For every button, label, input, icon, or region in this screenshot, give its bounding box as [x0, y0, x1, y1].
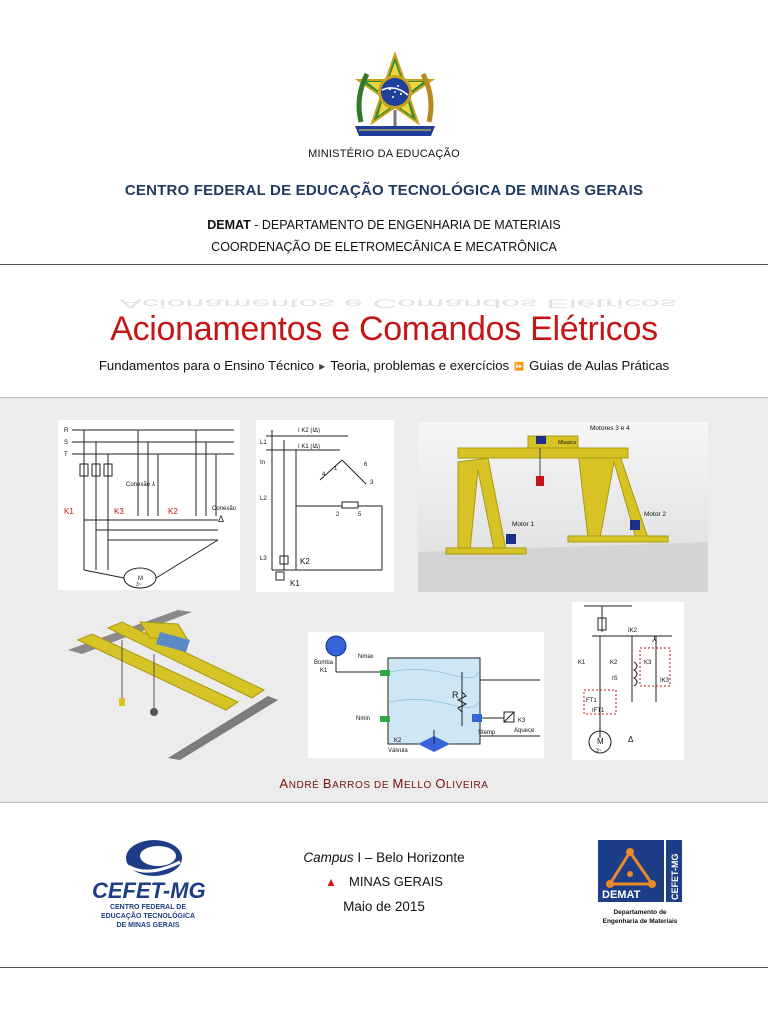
star-delta-circuit: [58, 420, 240, 590]
resistor-label: R: [452, 690, 459, 700]
crane-brand-label: Mbasics: [558, 440, 577, 446]
triangle-icon: ▲: [325, 875, 337, 889]
department-name: - DEPARTAMENTO DE ENGENHARIA DE MATERIAIS: [250, 218, 561, 232]
demat-logo: [596, 838, 696, 930]
department-abbrev: DEMAT: [207, 218, 251, 232]
author-initial-m: M: [392, 776, 404, 791]
gantry-crane-render: [418, 422, 708, 592]
author-initial-b: B: [322, 776, 333, 791]
is-label: IS: [612, 676, 618, 682]
author-initial-a: A: [279, 776, 289, 791]
author-name: [0, 776, 768, 791]
publication-date: Maio de 2015: [343, 899, 425, 914]
ik3-label: IK3: [660, 678, 670, 684]
in-label: In: [260, 460, 266, 466]
l3-label: L3: [260, 556, 267, 562]
ft1-label: FT1: [586, 698, 597, 704]
k2-label: K2: [300, 557, 310, 566]
control-schematic: [572, 602, 684, 760]
subtitle-part-1: Fundamentos para o Ensino Técnico: [98, 358, 315, 373]
campus-italic: Campus: [303, 850, 354, 865]
department-line: [0, 218, 768, 232]
nmax-label: Nmax: [358, 654, 374, 660]
cefet-full-line-3: DE MINAS GERAIS: [116, 922, 180, 929]
arrow-right-icon: ▶: [319, 362, 326, 371]
cefet-logo-text: CEFET-MG: [92, 878, 206, 903]
aquece-label: Aquece: [514, 728, 535, 734]
author-part-4: LIVEIRA: [446, 780, 489, 791]
motor-wiring-diagram: [256, 420, 394, 592]
demat-caption-line-2: Engenharia de Materiais: [602, 918, 678, 925]
subtitle-part-2: Teoria, problemas e exercícios: [330, 358, 510, 373]
delta-symbol: Δ: [218, 514, 225, 524]
main-title: Acionamentos e Comandos Elétricos: [110, 310, 658, 348]
cefet-full-line-1: CENTRO FEDERAL DE: [109, 904, 187, 911]
valve-k2-label: K2: [394, 738, 402, 744]
terminal-4: 4: [322, 472, 326, 478]
nmin-label: Nmin: [356, 716, 371, 722]
bottom-divider: [0, 967, 768, 968]
cefet-full-line-2: EDUCAÇÃO TECNOLÓGICA: [100, 913, 196, 920]
k3-label: K3: [114, 507, 124, 516]
overhead-crane-render: [68, 610, 288, 760]
line-t-label: T: [64, 452, 68, 458]
motor-1-label: Motor 1: [512, 521, 535, 528]
delta-symbol: Δ: [628, 735, 634, 744]
ik1-label: I K1 (IΔ): [298, 444, 321, 450]
stemp-label: Stemp: [478, 730, 496, 736]
motor-2-label: Motor 2: [644, 511, 667, 518]
conexao-y-label: Conexão ⅄: [126, 482, 156, 488]
star-symbol: ⅄: [652, 635, 657, 644]
conexao-d-label: Conexão: [212, 506, 237, 512]
k2-label: K2: [610, 660, 618, 666]
l1-label: L1: [260, 440, 267, 446]
demat-side-text: CEFET-MG: [670, 853, 680, 900]
ik2-label: I K2 (IΔ): [298, 428, 321, 434]
terminal-1: 1: [334, 466, 338, 472]
k1-label: K1: [578, 660, 586, 666]
motors-3-4-label: Motores 3 e 4: [590, 425, 630, 432]
coordination-line: COORDENAÇÃO DE ELETROMECÂNICA E MECATRÔNICA: [211, 240, 557, 254]
line-s-label: S: [64, 440, 69, 446]
ift1-label: IFT1: [592, 708, 605, 714]
k3-label: K3: [518, 718, 526, 724]
bomba-label: Bomba: [314, 660, 334, 666]
figure-collage: [0, 397, 768, 803]
fast-forward-icon: ⏩: [514, 362, 525, 371]
top-divider: [0, 264, 768, 265]
subtitle: [0, 358, 768, 373]
author-part-3: ELLO: [403, 780, 436, 791]
terminal-6: 6: [364, 462, 368, 468]
motor-label: M: [597, 737, 604, 746]
k1-label: K1: [64, 507, 74, 516]
campus-rest: I – Belo Horizonte: [353, 850, 465, 865]
author-part-2: ARROS DE: [332, 780, 393, 791]
motor-sub-label: 3~: [596, 748, 602, 754]
demat-caption-line-1: Departamento de: [613, 909, 667, 916]
tank-process-diagram: [308, 632, 544, 758]
terminal-3: 3: [370, 480, 374, 486]
k1-label: K1: [290, 579, 300, 588]
ik2-label: IK2: [628, 628, 638, 634]
institution-title: CENTRO FEDERAL DE EDUCAÇÃO TECNOLÓGICA DE MINAS GERAIS: [124, 182, 644, 199]
k2-label: K2: [168, 507, 178, 516]
line-r-label: R: [64, 428, 69, 434]
l2-label: L2: [260, 496, 267, 502]
author-initial-o: O: [435, 776, 447, 791]
ministry-label: MINISTÉRIO DA EDUCAÇÃO: [308, 148, 460, 160]
terminal-2: 2: [336, 512, 340, 518]
k3-label: K3: [644, 660, 652, 666]
valvula-label: Válvula: [388, 748, 408, 754]
title-reflection: Acionamentos e Comandos Elétricos: [119, 296, 677, 311]
motor-sub-label: 3~: [136, 582, 142, 588]
state-name: MINAS GERAIS: [348, 874, 443, 889]
motor-label: M: [138, 576, 143, 582]
demat-logo-text: DEMAT: [602, 889, 641, 901]
author-part-1: NDRÉ: [288, 780, 323, 791]
coat-of-arms: [349, 52, 441, 142]
terminal-5: 5: [358, 512, 362, 518]
subtitle-part-3: Guias de Aulas Práticas: [529, 358, 670, 373]
bomba-k1-label: K1: [320, 668, 328, 674]
